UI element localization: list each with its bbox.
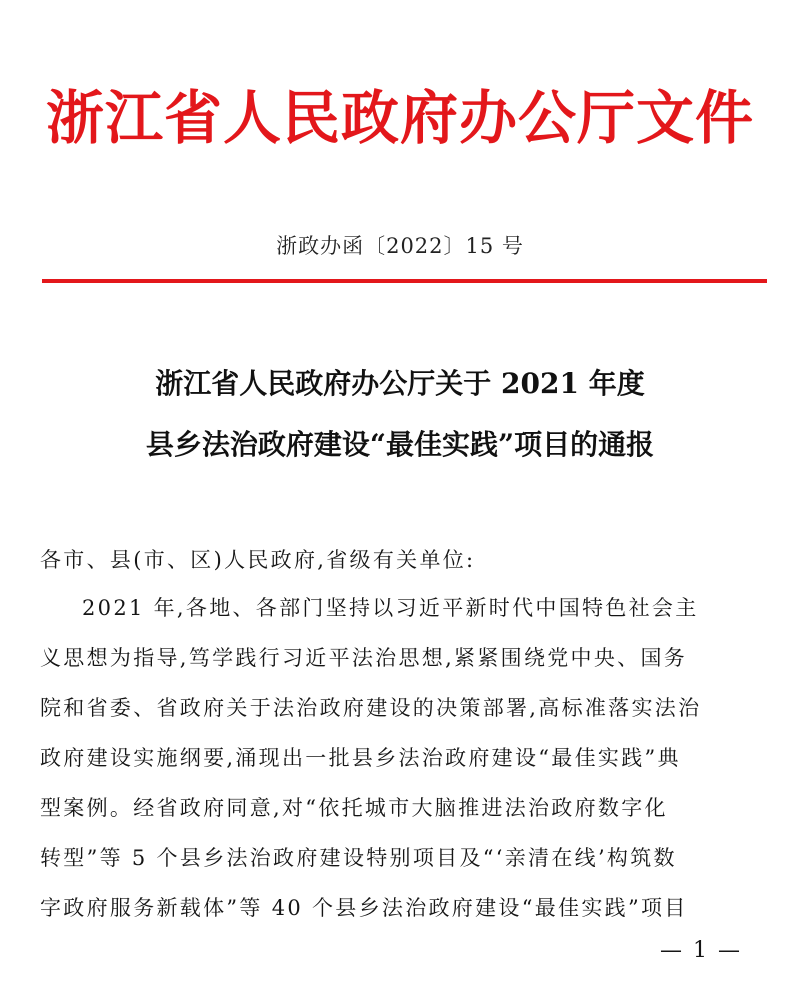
document-number: 浙政办函〔2022〕15 号 bbox=[276, 234, 524, 258]
body-text-line: 义思想为指导,笃学践行习近平法治思想,紧紧围绕党中央、国务 bbox=[40, 646, 688, 670]
body-text-line: 政府建设实施纲要,涌现出一批县乡法治政府建设“最佳实践”典 bbox=[40, 746, 681, 770]
document-title-line-1: 浙江省人民政府办公厅关于 2021 年度 bbox=[155, 367, 645, 400]
document-title-line-2: 县乡法治政府建设“最佳实践”项目的通报 bbox=[145, 428, 655, 461]
page-number: — 1 — bbox=[660, 938, 742, 963]
body-text-line: 院和省委、省政府关于法治政府建设的决策部署,高标准落实法治 bbox=[40, 696, 702, 720]
body-text-line: 2021 年,各地、各部门坚持以习近平新时代中国特色社会主 bbox=[82, 596, 699, 620]
body-text-line: 转型”等 5 个县乡法治政府建设特别项目及“‘亲清在线’构筑数 bbox=[40, 846, 677, 870]
addressee-line: 各市、县(市、区)人民政府,省级有关单位: bbox=[40, 548, 476, 572]
red-divider-line bbox=[42, 279, 767, 283]
masthead-title: 浙江省人民政府办公厅文件 bbox=[45, 84, 754, 152]
body-text-line: 字政府服务新载体”等 40 个县乡法治政府建设“最佳实践”项目 bbox=[40, 896, 688, 920]
body-text-line: 型案例。经省政府同意,对“依托城市大脑推进法治政府数字化 bbox=[40, 796, 668, 820]
